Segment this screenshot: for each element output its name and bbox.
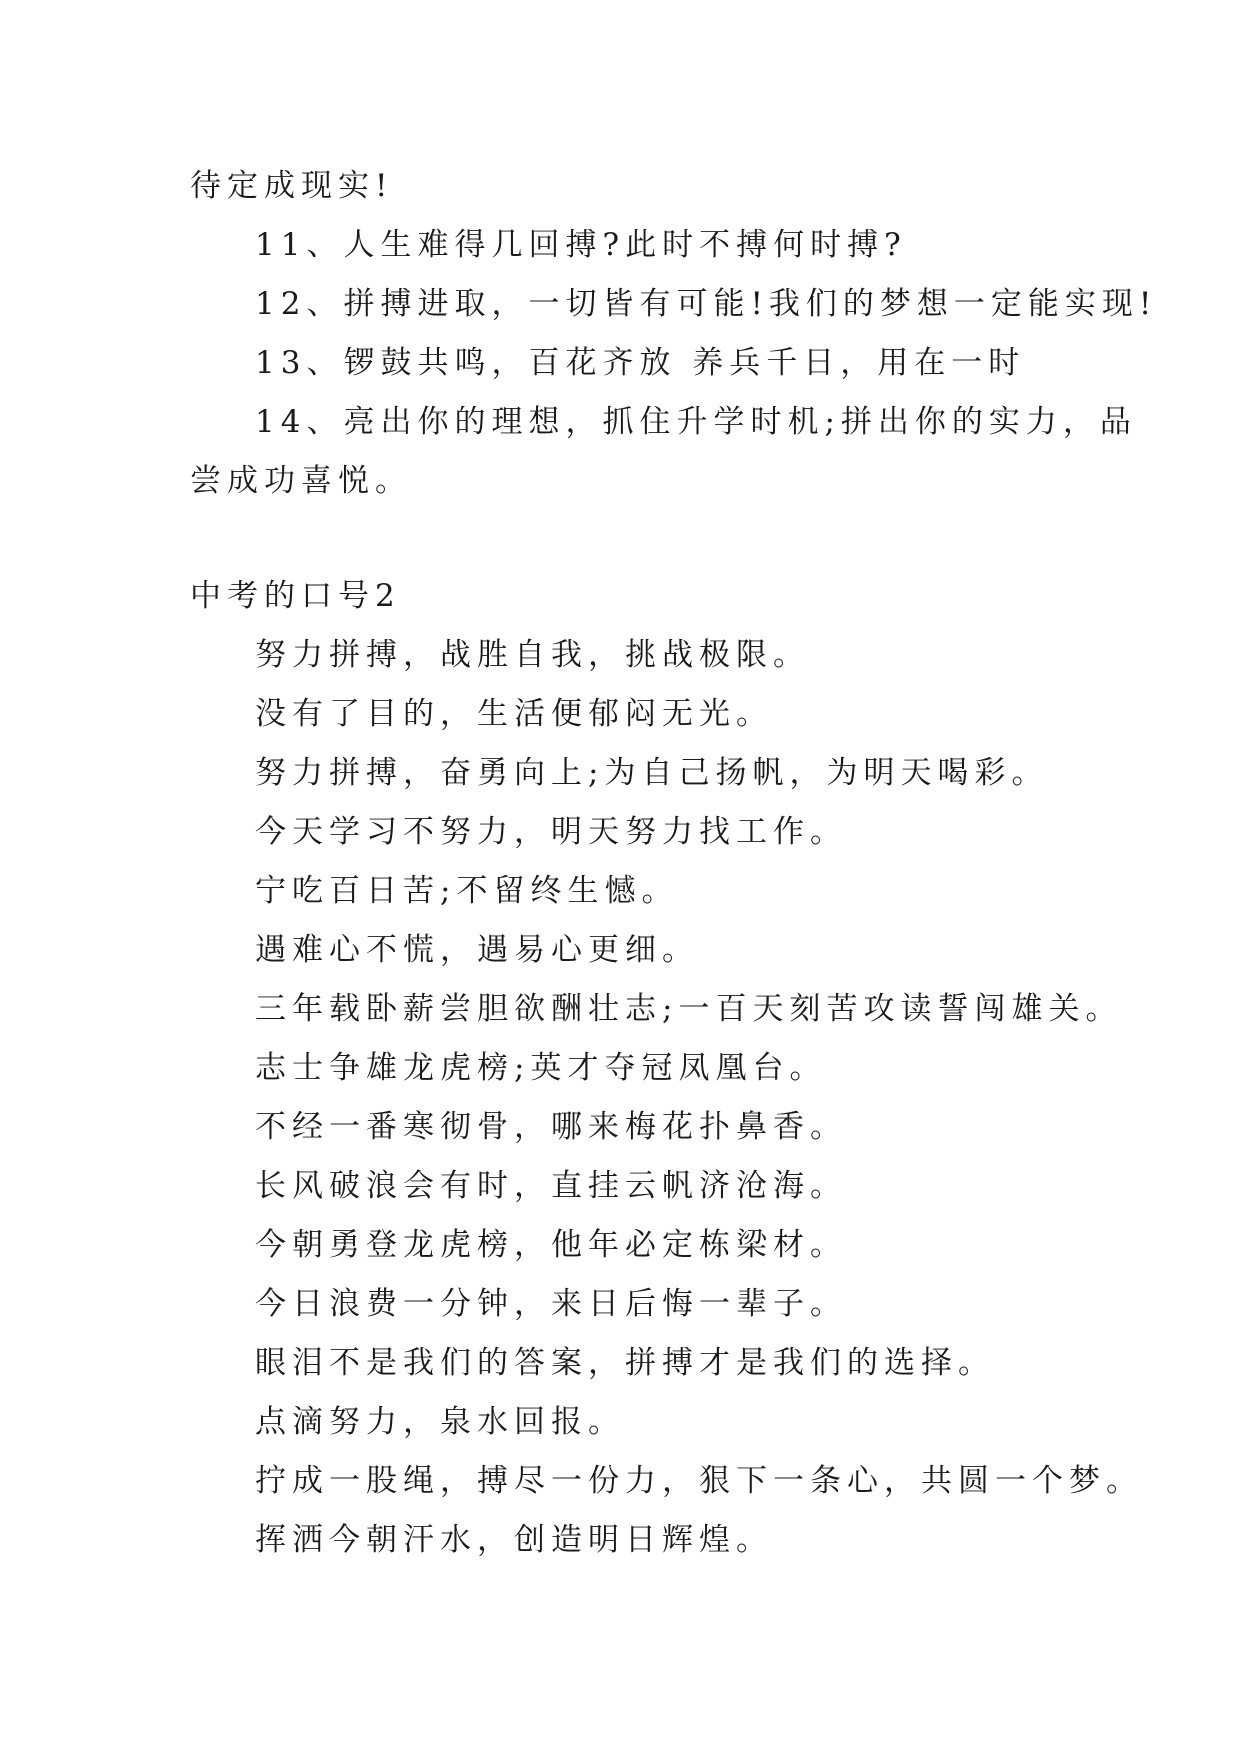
slogan-line: 宁吃百日苦;不留终生憾。 <box>255 873 679 909</box>
slogan-item-11: 11、人生难得几回搏?此时不搏何时搏? <box>255 227 907 263</box>
slogan-line: 努力拼搏，战胜自我，挑战极限。 <box>255 637 810 673</box>
slogan-item-13: 13、锣鼓共鸣，百花齐放 养兵千日，用在一时 <box>255 345 1026 381</box>
slogan-line: 眼泪不是我们的答案，拼搏才是我们的选择。 <box>255 1345 995 1381</box>
slogan-line: 挥洒今朝汗水，创造明日辉煌。 <box>255 1522 773 1558</box>
slogan-line: 不经一番寒彻骨，哪来梅花扑鼻香。 <box>255 1109 847 1145</box>
slogan-line: 今朝勇登龙虎榜，他年必定栋梁材。 <box>255 1227 847 1263</box>
slogan-line: 点滴努力，泉水回报。 <box>255 1404 625 1440</box>
slogan-line: 志士争雄龙虎榜;英才夺冠凤凰台。 <box>255 1050 827 1086</box>
slogan-line: 努力拼搏，奋勇向上;为自己扬帆，为明天喝彩。 <box>255 755 1049 791</box>
slogan-line: 拧成一股绳，搏尽一份力，狠下一条心，共圆一个梦。 <box>255 1463 1143 1499</box>
section-heading: 中考的口号2 <box>190 578 401 614</box>
slogan-line: 今日浪费一分钟，来日后悔一辈子。 <box>255 1286 847 1322</box>
slogan-item-12: 12、拼搏进取，一切皆有可能!我们的梦想一定能实现! <box>255 286 1158 322</box>
slogan-line: 今天学习不努力，明天努力找工作。 <box>255 814 847 850</box>
slogan-item-14: 14、亮出你的理想，抓住升学时机;拼出你的实力，品 <box>255 404 1137 440</box>
paragraph-line: 待定成现实! <box>190 168 394 204</box>
slogan-line: 长风破浪会有时，直挂云帆济沧海。 <box>255 1168 847 1204</box>
slogan-line: 三年载卧薪尝胆欲酬壮志;一百天刻苦攻读誓闯雄关。 <box>255 991 1123 1027</box>
slogan-line: 没有了目的，生活便郁闷无光。 <box>255 696 773 732</box>
slogan-line: 遇难心不慌，遇易心更细。 <box>255 932 699 968</box>
paragraph-line: 尝成功喜悦。 <box>190 463 412 499</box>
